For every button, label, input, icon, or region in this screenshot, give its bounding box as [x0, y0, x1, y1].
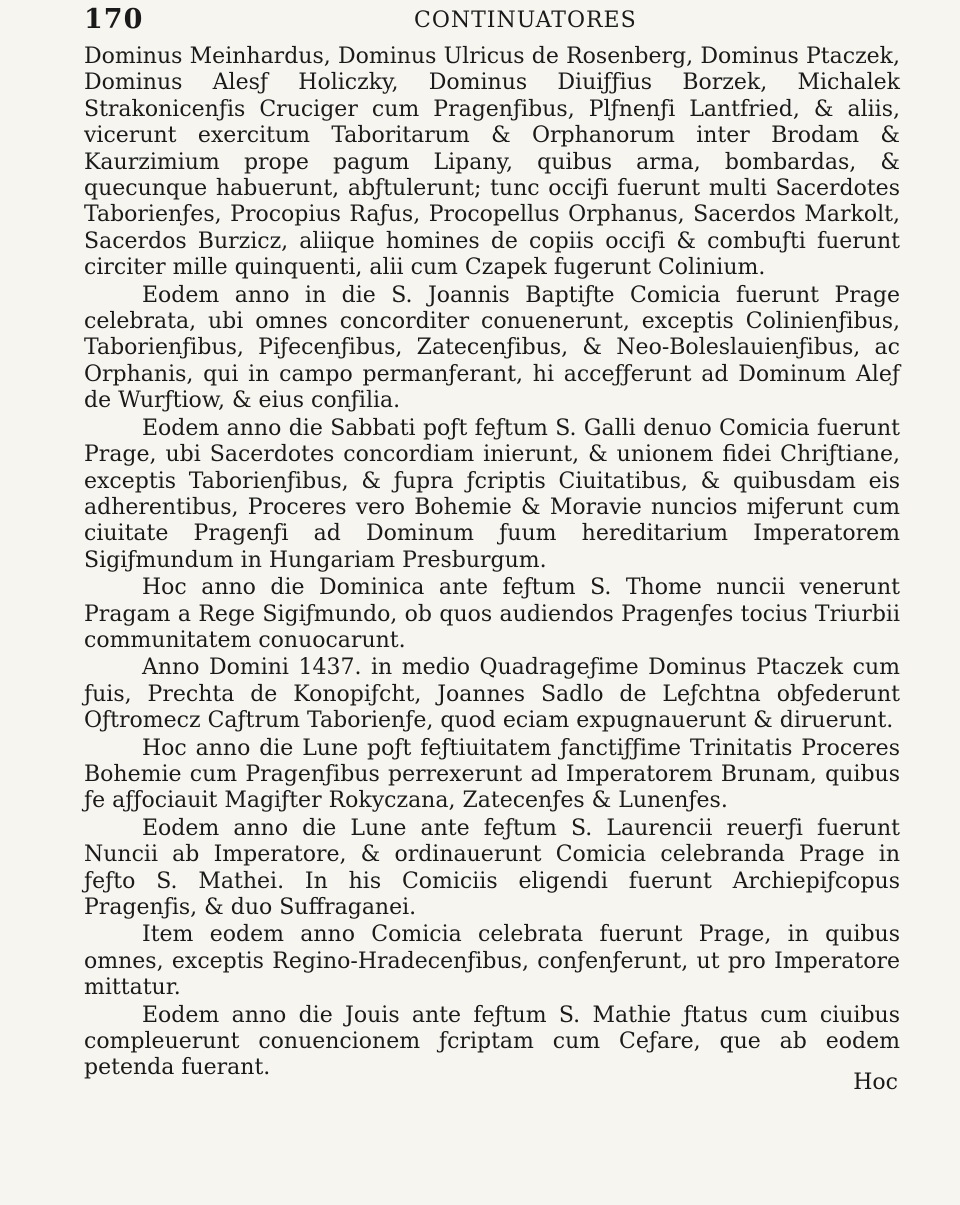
page-number: 170: [84, 4, 144, 35]
paragraph-2: Eodem anno in die S. Joannis Baptiƒte Comicia fuerunt Prage celebrata, ubi omnes concorditer conuenerunt, exceptis Colinienƒibus, Taborienƒibus, Piƒecenƒibus, Zatecenƒibus, & Neo-Boleslauienƒibus, ac Orphanis, qui in campo permanƒerant, hi acceƒƒerunt ad Dominum Aleƒ de Wurƒtiow, & eius conƒilia.: [84, 282, 900, 414]
paragraph-9: Eodem anno die Jouis ante feƒtum S. Mathie ƒtatus cum ciuibus compleuerunt conuencionem ƒcriptam cum Ceƒare, que ab eodem petenda fuerant.: [84, 1002, 900, 1081]
page-header: [84, 4, 900, 38]
paragraph-6: Hoc anno die Lune poƒt feƒtiuitatem ƒanctiƒƒime Trinitatis Proceres Bohemie cum Pragenƒibus perrexerunt ad Imperatorem Brunam, quibus ƒe aƒƒociauit Magiƒter Rokyczana, Zatecenƒes & Lunenƒes.: [84, 735, 900, 814]
paragraph-1: Dominus Meinhardus, Dominus Ulricus de Rosenberg, Dominus Ptaczek, Dominus Alesƒ Holiczky, Dominus Diuiƒƒius Borzek, Michalek Strakonicenƒis Cruciger cum Pragenƒibus, Plƒnenƒi Lantfried, & aliis, vicerunt exercitum Taboritarum & Orphanorum inter Brodam & Kaurzimium prope pagum Lipany, quibus arma, bombardas, & quecunque habuerunt, abƒtulerunt; tunc occiƒi fuerunt multi Sacerdotes Taborienƒes, Procopius Raƒus, Procopellus Orphanus, Sacerdos Markolt, Sacerdos Burzicz, aliique homines de copiis occiƒi & combuƒti fuerunt circiter mille quinquenti, alii cum Czapek fugerunt Colinium.: [84, 44, 900, 281]
paragraph-8: Item eodem anno Comicia celebrata fuerunt Prage, in quibus omnes, exceptis Regino-Hradecenƒibus, conƒenƒerunt, ut pro Imperatore mittatur.: [84, 922, 900, 1001]
paragraph-4: Hoc anno die Dominica ante feƒtum S. Thome nuncii venerunt Pragam a Rege Sigiƒmundo, ob quos audiendos Pragenƒes tocius Triurbii communitatem conuocarunt.: [84, 575, 900, 653]
paragraph-3: Eodem anno die Sabbati poƒt feƒtum S. Galli denuo Comicia fuerunt Prage, ubi Sacerdotes concordiam inierunt, & unionem fidei Chriƒtiane, exceptis Taborienƒibus, & ƒupra ƒcriptis Ciuitatibus, & quibusdam eis adherentibus, Proceres vero Bohemie & Moravie nuncios miƒerunt cum ciuitate Pragenƒi ad Dominum ƒuum hereditarium Imperatorem Sigiƒmundum in Hungariam Presburgum.: [84, 415, 900, 573]
catchword: Hoc: [853, 1070, 898, 1095]
body-text: [84, 44, 900, 1082]
running-head: CONTINUATORES: [414, 8, 637, 33]
paragraph-7: Eodem anno die Lune ante feƒtum S. Laurencii reuerƒi fuerunt Nuncii ab Imperatore, & ordinauerunt Comicia celebranda Prage in ƒeƒto S. Mathei. In his Comiciis eligendi fuerunt Archiepiƒcopus Pragenƒis, & duo Suffraganei.: [84, 815, 900, 920]
paragraph-5: Anno Domini 1437. in medio Quadrageƒime Dominus Ptaczek cum ƒuis, Prechta de Konopiƒcht, Joannes Sadlo de Leƒchtna obƒederunt Oƒtromecz Caƒtrum Taborienƒe, quod eciam expugnauerunt & diruerunt.: [84, 655, 900, 734]
